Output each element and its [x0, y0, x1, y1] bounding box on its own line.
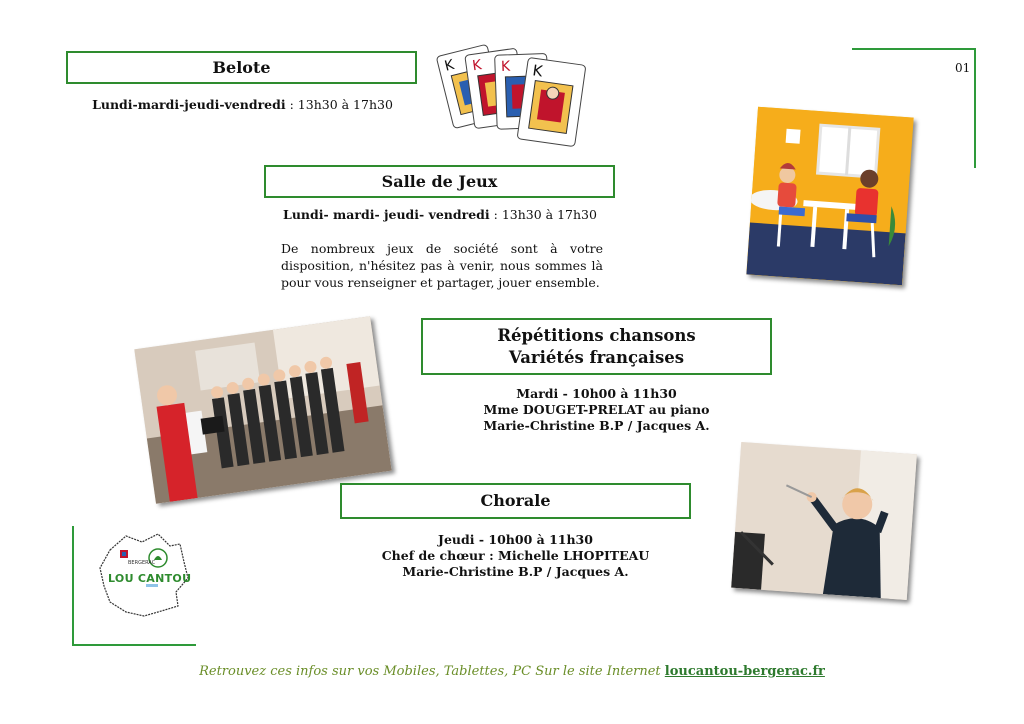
repetitions-details [421, 386, 772, 434]
chorale-conductor: Chef de chœur : Michelle LHOPITEAU [381, 548, 650, 563]
belote-schedule-days: Lundi-mardi-jeudi-vendredi [92, 97, 286, 112]
playing-cards-image [436, 34, 592, 160]
belote-schedule [60, 97, 425, 113]
salle-de-jeux-schedule-days: Lundi- mardi- jeudi- vendredi [283, 207, 490, 222]
conductor-photo [731, 442, 917, 600]
salle-de-jeux-schedule-time: : 13h30 à 17h30 [489, 207, 597, 222]
salle-de-jeux-title: Salle de Jeux [264, 165, 615, 198]
choir-photo [134, 316, 391, 504]
belote-schedule-time: : 13h30 à 17h30 [285, 97, 393, 112]
lou-cantou-logo [96, 528, 192, 620]
repetitions-title [421, 318, 772, 375]
chorale-title: Chorale [340, 483, 691, 519]
page-number: 01 [955, 61, 971, 75]
chorale-day-time: Jeudi - 10h00 à 11h30 [438, 532, 593, 547]
footer [0, 664, 1024, 679]
repetitions-title-line2: Variétés françaises [508, 347, 685, 367]
repetitions-day-time: Mardi - 10h00 à 11h30 [516, 386, 677, 401]
salle-de-jeux-description: De nombreux jeux de société sont à votre disposition, n'hésitez pas à venir, nous sommes là pour vous renseigner et partager, jouer ensemble. [281, 241, 603, 290]
svg-text:K: K [471, 57, 483, 75]
footer-text: Retrouvez ces infos sur vos Mobiles, Tablettes, PC Sur le site Internet [199, 664, 665, 679]
board-game-illustration [746, 107, 913, 285]
chorale-hosts: Marie-Christine B.P / Jacques A. [402, 564, 629, 579]
svg-text:K: K [443, 57, 456, 75]
belote-title: Belote [66, 51, 417, 84]
salle-de-jeux-schedule [254, 207, 626, 223]
repetitions-title-line1: Répétitions chansons [497, 325, 696, 345]
chorale-details [340, 532, 691, 580]
svg-text:K: K [500, 58, 511, 76]
website-link[interactable]: loucantou-bergerac.fr [664, 664, 825, 679]
logo-name: LOU CANTOU [108, 572, 192, 585]
svg-text:K: K [531, 61, 544, 81]
repetitions-pianist: Mme DOUGET-PRELAT au piano [483, 402, 710, 417]
logo-city: BERGERAC [128, 560, 156, 566]
repetitions-hosts: Marie-Christine B.P / Jacques A. [483, 418, 710, 433]
